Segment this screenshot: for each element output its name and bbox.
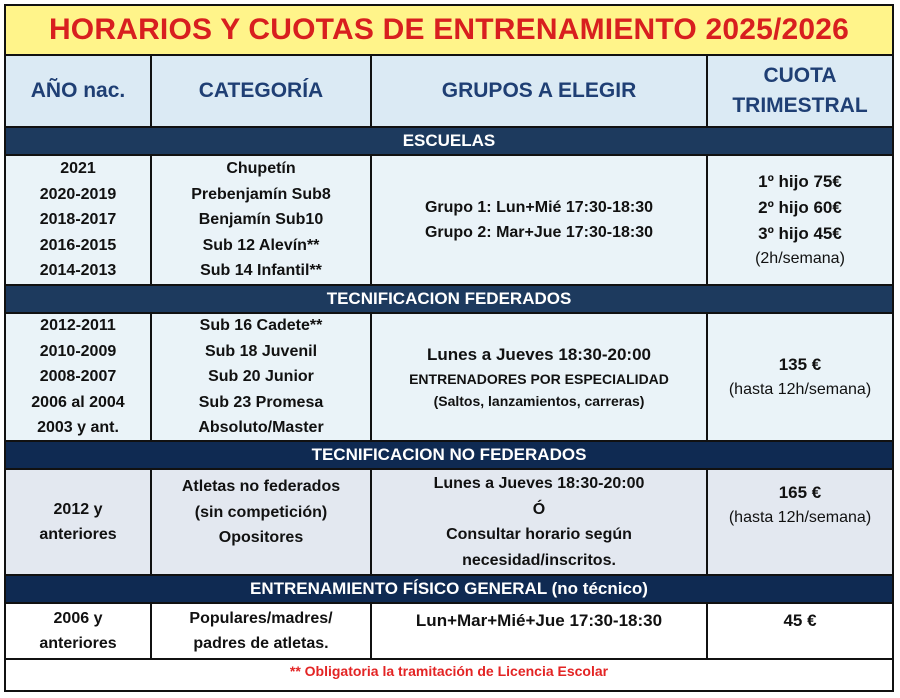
category-item: Absoluto/Master	[198, 419, 324, 437]
year-item: 2020-2019	[39, 185, 117, 203]
header-fee-line1: CUOTA	[763, 64, 837, 87]
fee-note: (hasta 12h/semana)	[728, 381, 872, 398]
year-item: 2006 al 2004	[31, 393, 125, 411]
fee-cell	[708, 470, 892, 574]
schedule-line: necesidad/inscritos.	[462, 551, 616, 569]
groups-cell	[372, 156, 708, 284]
groups-cell	[372, 470, 708, 574]
year-item: anteriores	[39, 635, 117, 652]
fee-amount: 135 €	[778, 355, 822, 374]
year-item: 2006 y	[53, 609, 103, 627]
section-title: TECNIFICACION FEDERADOS	[326, 289, 572, 308]
fee-amount: 45 €	[783, 611, 817, 630]
category-item: (sin competición)	[194, 503, 328, 521]
footer-note: ** Obligatoria la tramitación de Licencia Escolar	[6, 660, 892, 684]
groups-cell	[372, 314, 708, 440]
category-item: Sub 12 Alevín**	[202, 236, 320, 254]
header-fee	[708, 56, 892, 126]
fee-amount: 165 €	[778, 483, 822, 502]
fee-item: 1º hijo 75€	[758, 172, 842, 191]
year-item: 2014-2013	[39, 262, 117, 280]
fee-cell	[708, 314, 892, 440]
year-item: 2003 y ant.	[37, 419, 119, 437]
section-band-federados	[6, 286, 892, 314]
year-item: anteriores	[39, 526, 117, 543]
fee-item: 2º hijo 60€	[758, 198, 842, 217]
category-list	[152, 314, 372, 440]
year-item: 2012-2011	[40, 317, 116, 335]
table-row-no-federados	[6, 470, 892, 576]
year-item: 2018-2017	[39, 211, 117, 229]
section-band-no-federados	[6, 442, 892, 470]
schedule-line: Ó	[532, 500, 546, 518]
year-item: 2010-2009	[39, 342, 117, 360]
category-item: Sub 20 Junior	[208, 368, 314, 386]
page-title: HORARIOS Y CUOTAS DE ENTRENAMIENTO 2025/2026	[6, 6, 892, 56]
year-item: 2021	[60, 160, 96, 178]
year-list	[6, 604, 152, 658]
fee-item: 3º hijo 45€	[758, 224, 842, 243]
group-item: Grupo 2: Mar+Jue 17:30-18:30	[424, 224, 654, 241]
fee-note: (2h/semana)	[755, 250, 845, 267]
category-item: Sub 14 Infantil**	[200, 262, 322, 280]
year-item: 2008-2007	[39, 368, 117, 386]
fee-cell	[708, 156, 892, 284]
year-item: 2012 y	[53, 500, 103, 518]
category-item: Atletas no federados	[181, 478, 341, 495]
header-row	[6, 56, 892, 128]
category-item: Benjamín Sub10	[198, 211, 324, 229]
coaches-text: ENTRENADORES POR ESPECIALIDAD	[409, 371, 669, 387]
section-band-general	[6, 576, 892, 604]
category-item: Sub 18 Juvenil	[204, 342, 318, 360]
category-item: Sub 16 Cadete**	[199, 317, 323, 335]
header-year: AÑO nac.	[6, 56, 152, 126]
header-fee-line2: TRIMESTRAL	[732, 94, 868, 117]
year-item: 2016-2015	[39, 236, 117, 254]
year-list	[6, 314, 152, 440]
section-title: TECNIFICACION NO FEDERADOS	[311, 445, 587, 464]
category-item: Opositores	[218, 529, 304, 546]
category-item: padres de atletas.	[193, 635, 329, 652]
category-list	[152, 604, 372, 658]
category-item: Prebenjamín Sub8	[191, 185, 331, 203]
specialties-text: (Saltos, lanzamientos, carreras)	[433, 393, 645, 409]
year-list	[6, 156, 152, 284]
header-category: CATEGORÍA	[152, 56, 372, 126]
category-item: Populares/madres/	[189, 609, 333, 627]
header-groups: GRUPOS A ELEGIR	[372, 56, 708, 126]
year-list	[6, 470, 152, 574]
category-list	[152, 470, 372, 574]
section-band-escuelas	[6, 128, 892, 156]
group-item: Grupo 1: Lun+Mié 17:30-18:30	[424, 198, 654, 216]
fee-cell	[708, 604, 892, 658]
fees-table	[4, 4, 894, 692]
schedule-text: Lunes a Jueves 18:30-20:00	[427, 345, 651, 364]
schedule-line: Lunes a Jueves 18:30-20:00	[433, 475, 645, 492]
category-item: Sub 23 Promesa	[198, 393, 324, 411]
section-title: ESCUELAS	[402, 131, 496, 150]
schedule-text: Lun+Mar+Mié+Jue 17:30-18:30	[415, 611, 663, 630]
section-title: ENTRENAMIENTO FÍSICO GENERAL (no técnico)	[250, 579, 648, 598]
category-item: Chupetín	[226, 160, 296, 178]
groups-cell	[372, 604, 708, 658]
table-row-general	[6, 604, 892, 660]
table-row-escuelas	[6, 156, 892, 286]
category-list	[152, 156, 372, 284]
table-row-federados	[6, 314, 892, 442]
schedule-line: Consultar horario según	[446, 526, 632, 543]
fee-note: (hasta 12h/semana)	[728, 509, 872, 526]
